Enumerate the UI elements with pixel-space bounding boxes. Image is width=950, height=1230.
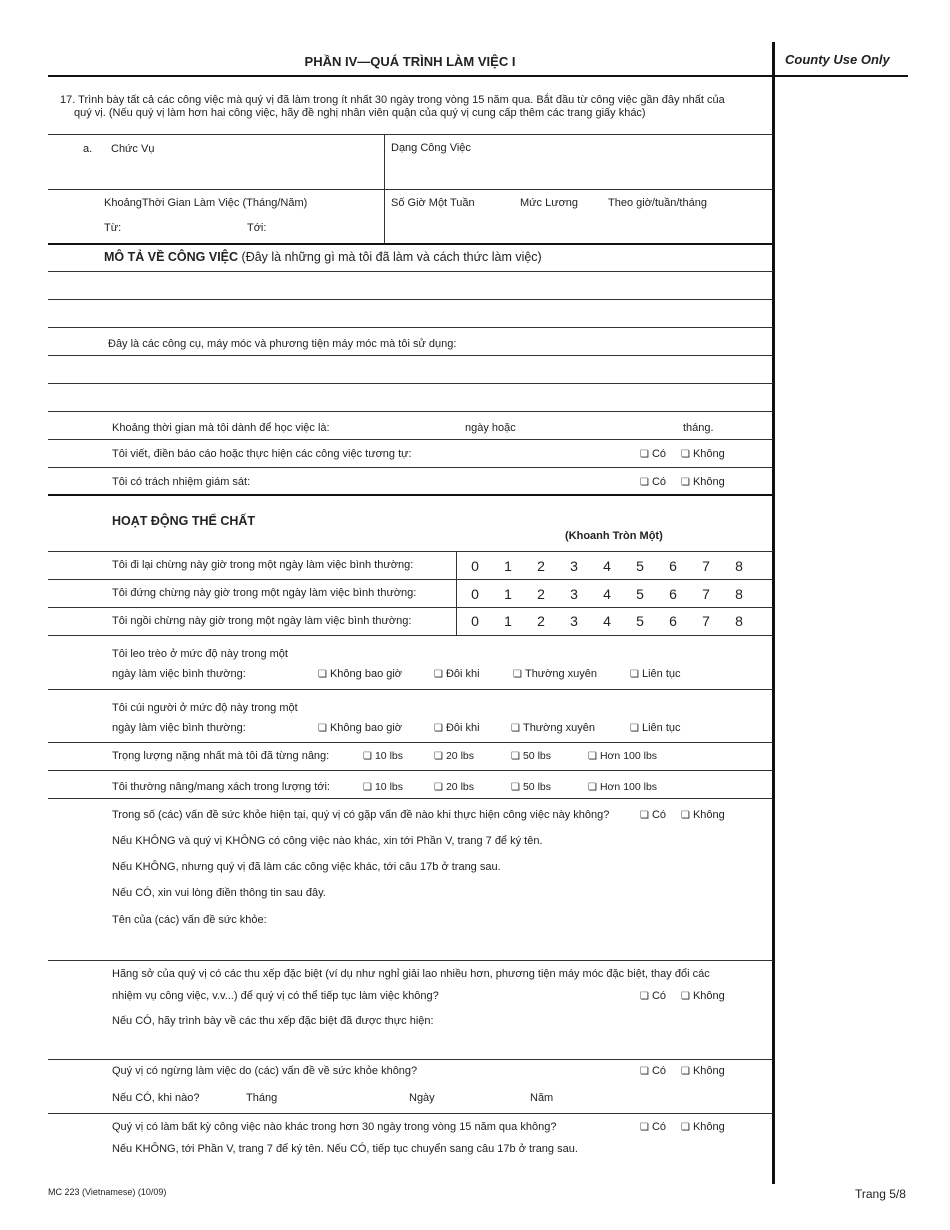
hour-option[interactable]: 2 bbox=[537, 613, 545, 629]
stop-work-yes-checkbox[interactable]: ❏ Có bbox=[640, 1065, 666, 1078]
hour-option[interactable]: 6 bbox=[669, 558, 677, 574]
wage-field[interactable]: Mức Lương bbox=[520, 197, 579, 209]
accommodation-no-checkbox[interactable]: ❏ Không bbox=[681, 990, 725, 1003]
rule bbox=[48, 243, 773, 245]
rule bbox=[48, 494, 773, 496]
rule bbox=[48, 689, 773, 690]
work-period-label: KhoảngThời Gian Làm Việc (Tháng/Năm) bbox=[104, 197, 308, 209]
climb-never-checkbox[interactable]: ❏ Không bao giờ bbox=[318, 668, 402, 681]
accommodation-yes-checkbox[interactable]: ❏ Có bbox=[640, 990, 666, 1003]
item-letter: a. bbox=[83, 143, 93, 155]
hour-option[interactable]: 4 bbox=[603, 558, 611, 574]
hour-option[interactable]: 8 bbox=[735, 613, 743, 629]
climb-sometimes-checkbox[interactable]: ❏ Đôi khi bbox=[434, 668, 480, 681]
bend-constantly-checkbox[interactable]: ❏ Liên tục bbox=[630, 722, 681, 735]
if-no-no-other-job: Nếu KHÔNG và quý vị KHÔNG có công việc nào khác, xin tới Phần V, trang 7 để ký tên. bbox=[112, 835, 543, 847]
hour-option[interactable]: 7 bbox=[702, 613, 710, 629]
rule bbox=[48, 551, 773, 552]
hour-option[interactable]: 1 bbox=[504, 586, 512, 602]
other-job-question: Quý vị có làm bất kỳ công việc nào khác trong hơn 30 ngày trong vòng 15 năm qua không? bbox=[112, 1121, 557, 1133]
health-problem-names-field[interactable]: Tên của (các) vấn đề sức khỏe: bbox=[112, 914, 267, 926]
hour-option[interactable]: 0 bbox=[471, 613, 479, 629]
accommodation-question-line1: Hãng sở của quý vị có các thu xếp đặc biệt (ví dụ như nghỉ giải lao nhiều hơn, phương tiện máy móc đặc biệt, thay đổi các bbox=[112, 968, 710, 980]
stand-hours-scale bbox=[465, 586, 755, 604]
hour-option[interactable]: 4 bbox=[603, 586, 611, 602]
rule bbox=[48, 579, 773, 580]
job-title-field[interactable]: Chức Vụ bbox=[111, 143, 155, 155]
bend-label-line1: Tôi cúi người ở mức độ này trong một bbox=[112, 702, 298, 714]
hour-option[interactable]: 5 bbox=[636, 613, 644, 629]
page-number: Trang 5/8 bbox=[855, 1187, 906, 1201]
title-rule bbox=[48, 75, 774, 77]
rule bbox=[48, 355, 773, 356]
rule bbox=[48, 635, 773, 636]
heaviest-20lbs-checkbox[interactable]: ❏ 20 lbs bbox=[434, 750, 474, 763]
walk-hours-label: Tôi đi lại chừng này giờ trong một ngày làm việc bình thường: bbox=[112, 559, 414, 571]
rule bbox=[48, 607, 773, 608]
rule bbox=[48, 299, 773, 300]
hour-option[interactable]: 3 bbox=[570, 558, 578, 574]
days-or-label: ngày hoặc bbox=[465, 422, 516, 434]
rule bbox=[48, 1059, 773, 1060]
health-problem-no-checkbox[interactable]: ❏ Không bbox=[681, 809, 725, 822]
hour-option[interactable]: 8 bbox=[735, 586, 743, 602]
q17-intro-line2: quý vị. (Nếu quý vị làm hơn hai công việc, hãy đề nghị nhân viên quận của quý vị cung cấp thêm các trang giấy khác) bbox=[74, 107, 646, 119]
hour-option[interactable]: 4 bbox=[603, 613, 611, 629]
hour-option[interactable]: 7 bbox=[702, 586, 710, 602]
months-label: tháng. bbox=[683, 422, 714, 434]
bend-never-checkbox[interactable]: ❏ Không bao giờ bbox=[318, 722, 402, 735]
circle-one-note: (Khoanh Tròn Một) bbox=[565, 530, 663, 542]
wage-period-field[interactable]: Theo giờ/tuần/tháng bbox=[608, 197, 707, 209]
rule bbox=[48, 439, 773, 440]
heaviest-10lbs-checkbox[interactable]: ❏ 10 lbs bbox=[363, 750, 403, 763]
other-job-yes-checkbox[interactable]: ❏ Có bbox=[640, 1121, 666, 1134]
reports-label: Tôi viết, điền báo cáo hoặc thực hiện các công việc tương tự: bbox=[112, 448, 412, 460]
rule bbox=[48, 742, 773, 743]
rule bbox=[48, 383, 773, 384]
physical-activity-heading: HOẠT ĐỘNG THỂ CHẤT bbox=[112, 514, 256, 528]
hour-option[interactable]: 0 bbox=[471, 586, 479, 602]
stop-work-no-checkbox[interactable]: ❏ Không bbox=[681, 1065, 725, 1078]
section-title: PHẦN IV—QUÁ TRÌNH LÀM VIỆC I bbox=[304, 54, 516, 69]
q17-intro-line1: 17. Trình bày tất cả các công việc mà quý vị đã làm trong ít nhất 30 ngày trong vòng 15 năm qua. Bắt đầu từ công việc gần đây nhất của bbox=[60, 94, 725, 106]
climb-often-checkbox[interactable]: ❏ Thường xuyên bbox=[513, 668, 597, 681]
job-type-field[interactable]: Dạng Công Việc bbox=[391, 142, 471, 154]
sit-hours-scale bbox=[465, 613, 755, 631]
carry-50lbs-checkbox[interactable]: ❏ 50 lbs bbox=[511, 781, 551, 794]
form-id: MC 223 (Vietnamese) (10/09) bbox=[48, 1187, 167, 1197]
walk-hours-scale bbox=[465, 558, 755, 576]
climb-label-line2: ngày làm việc bình thường: bbox=[112, 668, 246, 680]
bend-label-line2: ngày làm việc bình thường: bbox=[112, 722, 246, 734]
stop-work-question: Quý vị có ngừng làm việc do (các) vấn đề về sức khỏe không? bbox=[112, 1065, 418, 1077]
other-job-note: Nếu KHÔNG, tới Phần V, trang 7 để ký tên. Nếu CÓ, tiếp tục chuyển sang câu 17b ở trang sau. bbox=[112, 1143, 578, 1155]
rule bbox=[48, 189, 773, 190]
rule bbox=[48, 798, 773, 799]
rule bbox=[48, 327, 773, 328]
stop-year-field[interactable]: Năm bbox=[530, 1092, 554, 1104]
county-column-divider bbox=[772, 42, 775, 1184]
supervise-label: Tôi có trách nhiệm giám sát: bbox=[112, 476, 251, 488]
hour-option[interactable]: 2 bbox=[537, 558, 545, 574]
hour-option[interactable]: 5 bbox=[636, 586, 644, 602]
stand-hours-label: Tôi đứng chừng này giờ trong một ngày làm việc bình thường: bbox=[112, 587, 417, 599]
hours-per-week-field[interactable]: Số Giờ Một Tuần bbox=[391, 197, 475, 209]
hour-option[interactable]: 1 bbox=[504, 613, 512, 629]
hour-option[interactable]: 7 bbox=[702, 558, 710, 574]
if-yes-instruction: Nếu CÓ, xin vui lòng điền thông tin sau đây. bbox=[112, 887, 326, 899]
supervise-no-checkbox[interactable]: ❏ Không bbox=[681, 476, 725, 489]
usual-carry-label: Tôi thường nâng/mang xách trong lượng tới: bbox=[112, 781, 330, 793]
rule bbox=[48, 770, 773, 771]
heaviest-100plus-checkbox[interactable]: ❏ Hơn 100 lbs bbox=[588, 750, 657, 763]
accommodation-details-field[interactable]: Nếu CÓ, hãy trình bày về các thu xếp đặc biệt đã được thực hiện: bbox=[112, 1015, 434, 1027]
hour-option[interactable]: 3 bbox=[570, 613, 578, 629]
supervise-yes-checkbox[interactable]: ❏ Có bbox=[640, 476, 666, 489]
to-field[interactable]: Tới: bbox=[247, 222, 267, 234]
tools-label: Đây là các công cụ, máy móc và phương tiện máy móc mà tôi sử dụng: bbox=[108, 338, 457, 350]
hour-option[interactable]: 8 bbox=[735, 558, 743, 574]
rule bbox=[48, 271, 773, 272]
hour-option[interactable]: 5 bbox=[636, 558, 644, 574]
county-use-only: County Use Only bbox=[785, 52, 890, 67]
heaviest-50lbs-checkbox[interactable]: ❏ 50 lbs bbox=[511, 750, 551, 763]
hour-option[interactable]: 6 bbox=[669, 613, 677, 629]
stop-day-field[interactable]: Ngày bbox=[409, 1092, 435, 1104]
rule bbox=[48, 1113, 773, 1114]
heaviest-lift-label: Trọng lượng nặng nhất mà tôi đã từng nâng: bbox=[112, 750, 330, 762]
stop-month-field[interactable]: Tháng bbox=[246, 1092, 278, 1104]
hour-option[interactable]: 3 bbox=[570, 586, 578, 602]
carry-100plus-checkbox[interactable]: ❏ Hơn 100 lbs bbox=[588, 781, 657, 794]
carry-20lbs-checkbox[interactable]: ❏ 20 lbs bbox=[434, 781, 474, 794]
rule bbox=[48, 960, 773, 961]
reports-yes-checkbox[interactable]: ❏ Có bbox=[640, 448, 666, 461]
rule bbox=[48, 134, 773, 135]
sit-hours-label: Tôi ngồi chừng này giờ trong một ngày làm việc bình thường: bbox=[112, 615, 412, 627]
carry-10lbs-checkbox[interactable]: ❏ 10 lbs bbox=[363, 781, 403, 794]
stop-when-label: Nếu CÓ, khi nào? bbox=[112, 1092, 200, 1104]
bend-sometimes-checkbox[interactable]: ❏ Đôi khi bbox=[434, 722, 480, 735]
county-rule bbox=[775, 75, 908, 77]
rule bbox=[48, 467, 773, 468]
health-problem-question: Trong số (các) vấn đề sức khỏe hiện tại, quý vị có gặp vấn đề nào khi thực hiện công việc này không? bbox=[112, 809, 610, 821]
hour-option[interactable]: 6 bbox=[669, 586, 677, 602]
other-job-no-checkbox[interactable]: ❏ Không bbox=[681, 1121, 725, 1134]
hour-option[interactable]: 2 bbox=[537, 586, 545, 602]
job-description-heading: MÔ TẢ VỀ CÔNG VIỆC bbox=[104, 250, 239, 264]
hour-option[interactable]: 1 bbox=[504, 558, 512, 574]
hour-option[interactable]: 0 bbox=[471, 558, 479, 574]
job-description-note: (Đây là những gì mà tôi đã làm và cách thức làm việc) bbox=[241, 250, 542, 264]
accommodation-question-line2: nhiệm vụ công việc, v.v...) để quý vị có thể tiếp tục làm việc không? bbox=[112, 990, 439, 1002]
from-field[interactable]: Từ: bbox=[104, 222, 122, 234]
rule bbox=[48, 411, 773, 412]
health-problem-yes-checkbox[interactable]: ❏ Có bbox=[640, 809, 666, 822]
learning-time-label: Khoảng thời gian mà tôi dành để học việc là: bbox=[112, 422, 330, 434]
climb-label-line1: Tôi leo trèo ở mức độ này trong một bbox=[112, 648, 288, 660]
reports-no-checkbox[interactable]: ❏ Không bbox=[681, 448, 725, 461]
bend-often-checkbox[interactable]: ❏ Thường xuyên bbox=[511, 722, 595, 735]
rule bbox=[456, 551, 457, 635]
climb-constantly-checkbox[interactable]: ❏ Liên tục bbox=[630, 668, 681, 681]
if-no-other-job: Nếu KHÔNG, nhưng quý vị đã làm các công việc khác, tới câu 17b ở trang sau. bbox=[112, 861, 501, 873]
